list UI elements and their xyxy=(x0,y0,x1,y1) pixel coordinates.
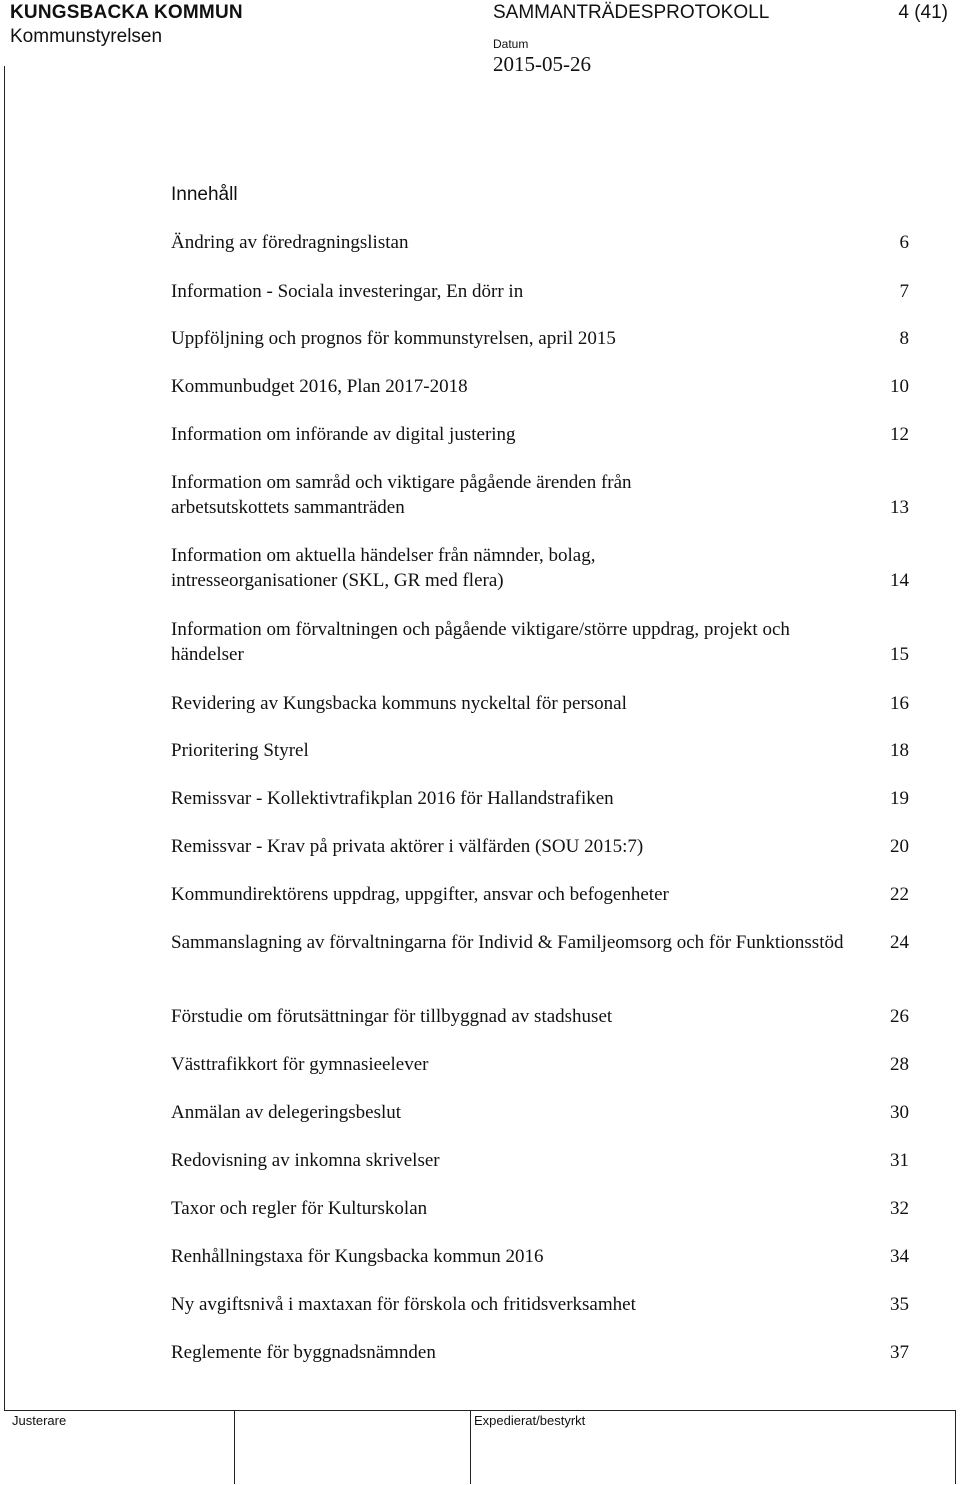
toc-entry-page: 34 xyxy=(890,1246,909,1267)
toc-entry xyxy=(171,882,909,907)
toc-entry-page: 30 xyxy=(890,1102,909,1123)
toc-entry-title: Sammanslagning av förvaltningarna för Individ & Familjeomsorg och för Funktionsstöd xyxy=(171,932,844,953)
toc-heading: Innehåll xyxy=(171,184,238,205)
toc-entry-title: Redovisning av inkomna skrivelser xyxy=(171,1150,440,1171)
toc-entry-page: 22 xyxy=(890,884,909,905)
toc-entry xyxy=(171,786,909,811)
footer-column-divider xyxy=(234,1410,235,1484)
toc-entry xyxy=(171,1004,909,1029)
justerare-label: Justerare xyxy=(12,1413,67,1428)
toc-entry-title: Taxor och regler för Kulturskolan xyxy=(171,1198,428,1219)
toc-entry xyxy=(171,1148,909,1173)
toc-entry xyxy=(171,1244,909,1269)
toc-entry xyxy=(171,374,909,399)
page-number: 4 (41) xyxy=(898,2,948,23)
toc-entry-page: 37 xyxy=(890,1342,909,1363)
toc-entry-title: Kommunbudget 2016, Plan 2017-2018 xyxy=(171,376,468,397)
expedierat-label: Expedierat/bestyrkt xyxy=(474,1413,586,1428)
toc-entry-page: 7 xyxy=(899,281,909,302)
toc-entry-page: 15 xyxy=(890,644,909,665)
toc-entry-page: 6 xyxy=(899,232,909,253)
toc-entry-page: 8 xyxy=(899,328,909,349)
toc-entry-page: 32 xyxy=(890,1198,909,1219)
toc-entry xyxy=(171,1340,909,1365)
toc-entry-page: 14 xyxy=(890,570,909,591)
toc-entry-title: Kommundirektörens uppdrag, uppgifter, ansvar och befogenheter xyxy=(171,884,669,905)
toc-entry xyxy=(171,930,909,955)
meeting-date: 2015-05-26 xyxy=(493,52,591,76)
left-margin-line xyxy=(4,66,5,1411)
toc-entry-title: Reglemente för byggnadsnämnden xyxy=(171,1342,436,1363)
toc-entry-page: 16 xyxy=(890,693,909,714)
toc-entry xyxy=(171,1292,909,1317)
toc-entry-page: 10 xyxy=(890,376,909,397)
toc-entry xyxy=(171,834,909,859)
signature-footer xyxy=(4,1410,956,1484)
toc-entry-title: Renhållningstaxa för Kungsbacka kommun 2016 xyxy=(171,1246,544,1267)
toc-entry-title: Information om förvaltningen och pågående viktigare/större uppdrag, projekt och händelser xyxy=(171,619,790,665)
toc-entry-page: 20 xyxy=(890,836,909,857)
toc-entry xyxy=(171,230,909,255)
date-label: Datum xyxy=(493,37,529,51)
toc-entry-page: 12 xyxy=(890,424,909,445)
toc-entry-page: 18 xyxy=(890,740,909,761)
toc-entry-title: Anmälan av delegeringsbeslut xyxy=(171,1102,402,1123)
toc-entry-title: Uppföljning och prognos för kommunstyrelsen, april 2015 xyxy=(171,328,616,349)
toc-entry-title: Information om införande av digital justering xyxy=(171,424,516,445)
toc-entry xyxy=(171,422,909,447)
toc-entry xyxy=(171,691,909,716)
toc-entry-page: 28 xyxy=(890,1054,909,1075)
footer-column-divider xyxy=(470,1410,471,1484)
toc-entry-title: Revidering av Kungsbacka kommuns nyckeltal för personal xyxy=(171,693,627,714)
document-type: SAMMANTRÄDESPROTOKOLL xyxy=(493,2,770,23)
toc-entry-title: Remissvar - Kollektivtrafikplan 2016 för Hallandstrafiken xyxy=(171,788,614,809)
toc-entry xyxy=(171,1100,909,1125)
toc-entry-title: Remissvar - Krav på privata aktörer i välfärden (SOU 2015:7) xyxy=(171,836,644,857)
toc-entry-title: Västtrafikkort för gymnasieelever xyxy=(171,1054,429,1075)
toc-entry-title: Ny avgiftsnivå i maxtaxan för förskola och fritidsverksamhet xyxy=(171,1294,636,1315)
toc-entry-page: 26 xyxy=(890,1006,909,1027)
toc-entry xyxy=(171,470,909,520)
toc-entry xyxy=(171,543,909,593)
toc-entry xyxy=(171,738,909,763)
toc-entry xyxy=(171,279,909,304)
toc-entry-title: Information - Sociala investeringar, En dörr in xyxy=(171,281,524,302)
footer-right-border xyxy=(955,1410,956,1484)
toc-entry xyxy=(171,326,909,351)
toc-entry xyxy=(171,1196,909,1221)
toc-entry-title: Information om samråd och viktigare pågående ärenden från arbetsutskottets sammanträden xyxy=(171,472,632,518)
toc-entry-title: Ändring av föredragningslistan xyxy=(171,232,409,253)
department-name: Kommunstyrelsen xyxy=(10,26,163,47)
toc-entry-title: Information om aktuella händelser från nämnder, bolag, intresseorganisationer (SKL, GR med flera) xyxy=(171,545,596,591)
toc-entry-title: Förstudie om förutsättningar för tillbyggnad av stadshuset xyxy=(171,1006,613,1027)
toc-entry-page: 24 xyxy=(890,932,909,953)
toc-entry-title: Prioritering Styrel xyxy=(171,740,309,761)
toc-entry-page: 13 xyxy=(890,497,909,518)
footer-divider xyxy=(4,1410,956,1411)
toc-entry-page: 19 xyxy=(890,788,909,809)
toc-entry xyxy=(171,1052,909,1077)
organization-name: KUNGSBACKA KOMMUN xyxy=(10,2,243,23)
toc-entry-page: 35 xyxy=(890,1294,909,1315)
toc-entry xyxy=(171,617,909,667)
toc-entry-page: 31 xyxy=(890,1150,909,1171)
